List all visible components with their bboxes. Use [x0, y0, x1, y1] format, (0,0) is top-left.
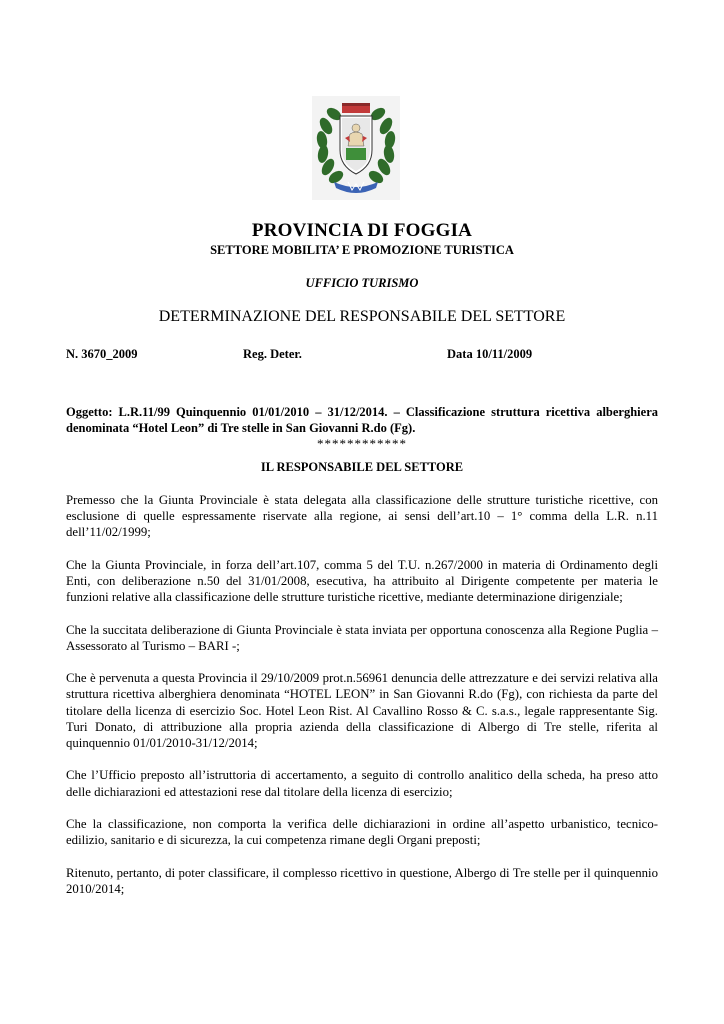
- province-coat-of-arms-icon: [312, 96, 400, 200]
- paragraph: Che la classificazione, non comporta la verifica delle dichiarazioni in ordine all’aspetto urbanistico, tecnico-edilizio, sanitario e di sicurezza, la cui competenza rimane degli Organi preposti;: [66, 816, 658, 848]
- determination-date: Data 10/11/2009: [447, 347, 533, 361]
- register-label: Reg. Deter.: [243, 347, 302, 361]
- subject-line: Oggetto: L.R.11/99 Quinquennio 01/01/2010 – 31/12/2014. – Classificazione struttura ricettiva alberghiera denominata “Hotel Leon” di Tre stelle in San Giovanni R.do (Fg).: [66, 405, 658, 435]
- paragraph: Ritenuto, pertanto, di poter classificare, il complesso ricettivo in questione, Albergo di Tre stelle per il quinquennio 2010/2014;: [66, 865, 658, 896]
- body-text: [66, 492, 658, 913]
- paragraph: Che la Giunta Provinciale, in forza dell’art.107, comma 5 del T.U. n.267/2000 in materia di Ordinamento degli Enti, con deliberazione n.50 del 31/01/2008, esecutiva, ha attribuito al Dirigente competente per materia le funzioni relative alla classificazione delle strutture turistiche ricettive, mediante determinazione dirigenziale;: [66, 557, 658, 605]
- page-title: PROVINCIA DI FOGGIA: [251, 220, 473, 241]
- separator: ************: [317, 436, 407, 451]
- paragraph: Premesso che la Giunta Provinciale è stata delegata alla classificazione delle strutture turistiche ricettive, con esclusione di quelle espressamente riservate alla regione, ai sensi dell’art.10 – 1° comma della L.R. n.11 dell’11/02/1999;: [66, 493, 658, 540]
- sector-name: SETTORE MOBILITA’ E PROMOZIONE TURISTICA: [210, 243, 514, 257]
- determination-heading: DETERMINAZIONE DEL RESPONSABILE DEL SETTORE: [158, 308, 566, 325]
- determination-number: N. 3670_2009: [66, 347, 138, 361]
- office-name: UFFICIO TURISMO: [305, 276, 419, 290]
- paragraph: Che la succitata deliberazione di Giunta Provinciale è stata inviata per opportuna conoscenza alla Regione Puglia – Assessorato al Turismo – BARI -;: [66, 622, 658, 653]
- paragraph: Che è pervenuta a questa Provincia il 29/10/2009 prot.n.56961 denuncia delle attrezzature e dei servizi relativa alla struttura ricettiva alberghiera denominata “HOTEL LEON” in San Giovanni R.do (Fg), con richiesta da parte del titolare della licenza di esercizio Soc. Hotel Leon Rist. Al Cavallino Rosso & C. s.a.s., legale rappresentante Sig. Turi Donato, di attribuzione alla propria azienda della classificazione di Albergo di Tre stelle, riferita al quinquennio 01/01/2010-31/12/2014;: [66, 671, 658, 750]
- responsible-heading: IL RESPONSABILE DEL SETTORE: [260, 460, 464, 474]
- paragraph: Che l’Ufficio preposto all’istruttoria di accertamento, a seguito di controllo analitico della scheda, ha preso atto delle dichiarazioni ed attestazioni rese dal titolare della licenza di esercizio;: [66, 768, 658, 799]
